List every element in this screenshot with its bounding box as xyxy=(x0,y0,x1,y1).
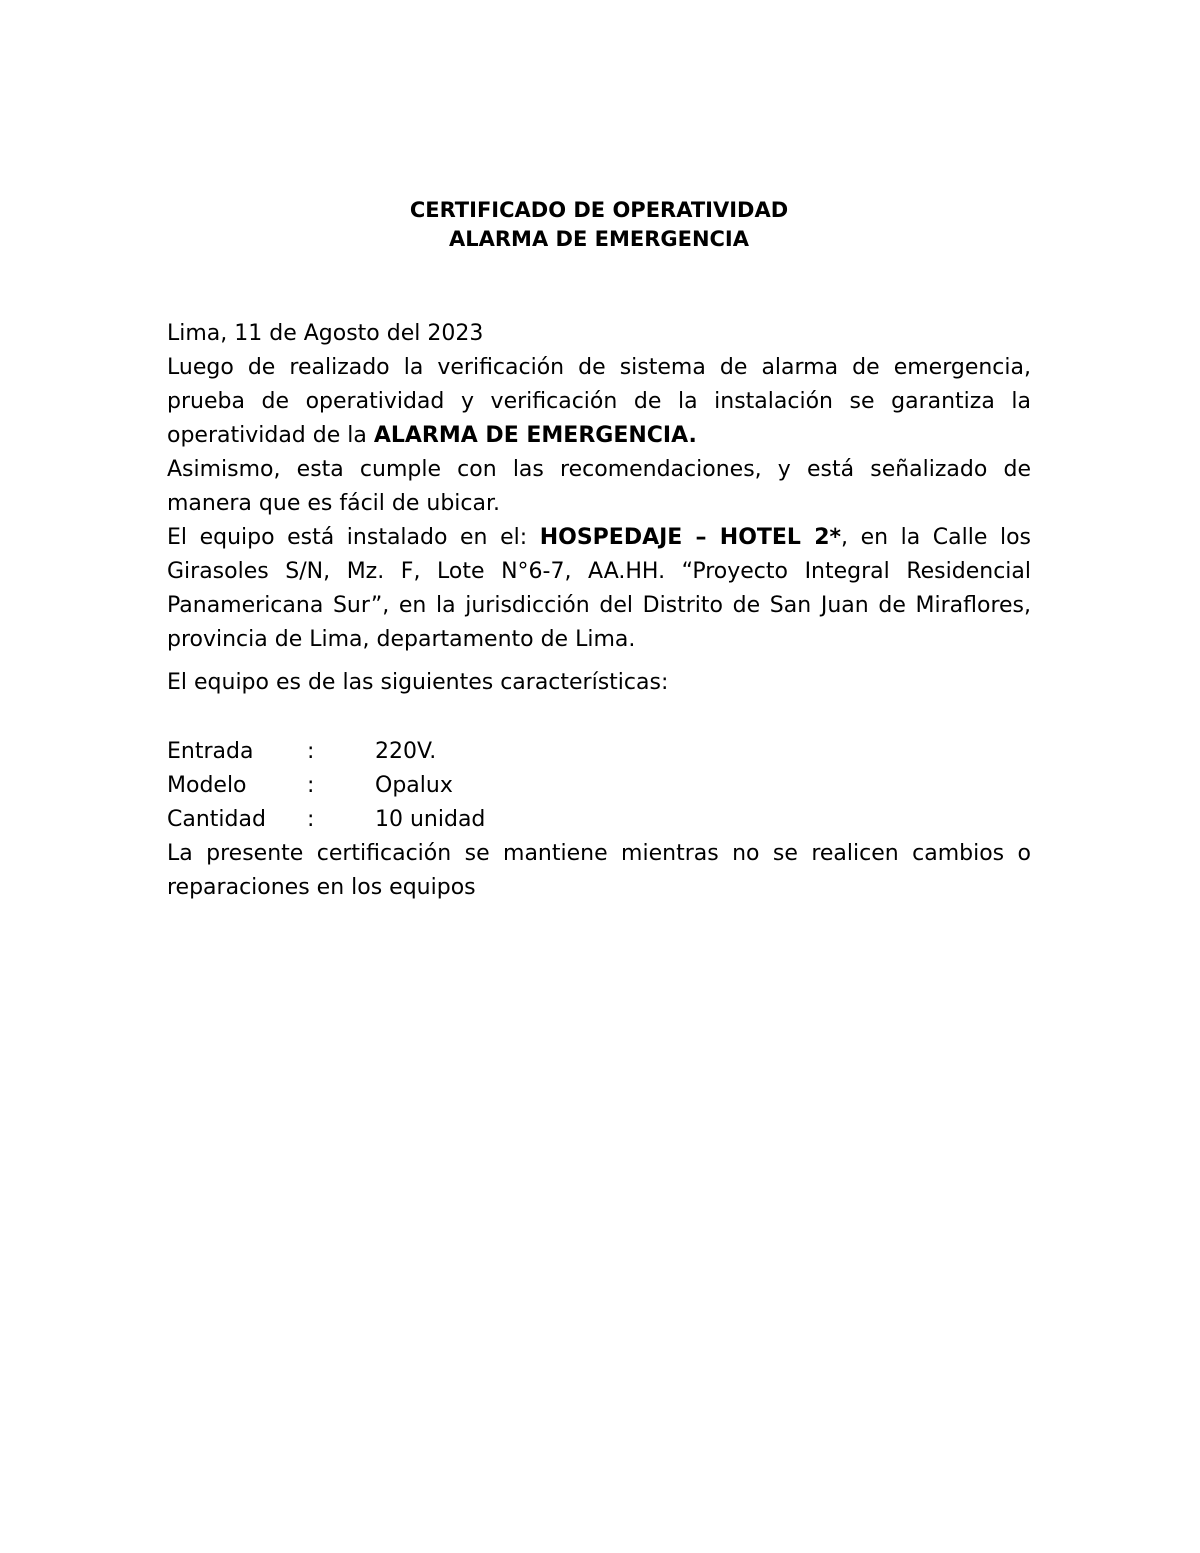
spec-label: Cantidad xyxy=(167,807,266,832)
spec-label: Entrada xyxy=(167,739,254,764)
spec-separator: : xyxy=(307,739,315,764)
verification-bold-text: ALARMA DE EMERGENCIA. xyxy=(373,423,697,448)
spec-value: Opalux xyxy=(375,773,453,798)
spec-row xyxy=(167,769,1031,803)
characteristics-intro: El equipo es de las siguientes características: xyxy=(167,670,669,695)
location-bold-text: HOSPEDAJE – HOTEL 2* xyxy=(539,525,842,550)
verification-text: Luego de realizado la verificación de sistema de alarma de emergencia, prueba de operatividad y verificación de la instalación se garantiza la operatividad de la xyxy=(167,355,1031,448)
spec-value: 220V. xyxy=(375,739,437,764)
spec-value: 10 unidad xyxy=(375,807,486,832)
specs-list xyxy=(167,735,1031,837)
document-date: Lima, 11 de Agosto del 2023 xyxy=(167,321,484,346)
spec-label: Modelo xyxy=(167,773,247,798)
closing-paragraph: La presente certificación se mantiene mientras no se realicen cambios o reparaciones en los equipos xyxy=(167,841,1031,900)
spec-row xyxy=(167,735,1031,769)
verification-paragraph xyxy=(167,351,1031,453)
location-suffix: , en la Calle los Girasoles S/N, Mz. F, Lote N°6-7, AA.HH. “Proyecto Integral Residencial Panamericana Sur”, en la jurisdicción del Distrito de San Juan de Miraflores, provincia de Lima, departamento de Lima. xyxy=(167,525,1031,652)
spec-separator: : xyxy=(307,773,315,798)
location-prefix: El equipo está instalado en el: xyxy=(167,525,540,550)
recommendations-paragraph: Asimismo, esta cumple con las recomendaciones, y está señalizado de manera que es fácil de ubicar. xyxy=(167,457,1031,516)
location-paragraph xyxy=(167,521,1031,657)
title-line-2: ALARMA DE EMERGENCIA xyxy=(449,227,749,251)
spec-row xyxy=(167,803,1031,837)
document-page xyxy=(167,196,1031,905)
spec-separator: : xyxy=(307,807,315,832)
title-line-1: CERTIFICADO DE OPERATIVIDAD xyxy=(409,198,789,222)
document-title xyxy=(167,196,1031,254)
